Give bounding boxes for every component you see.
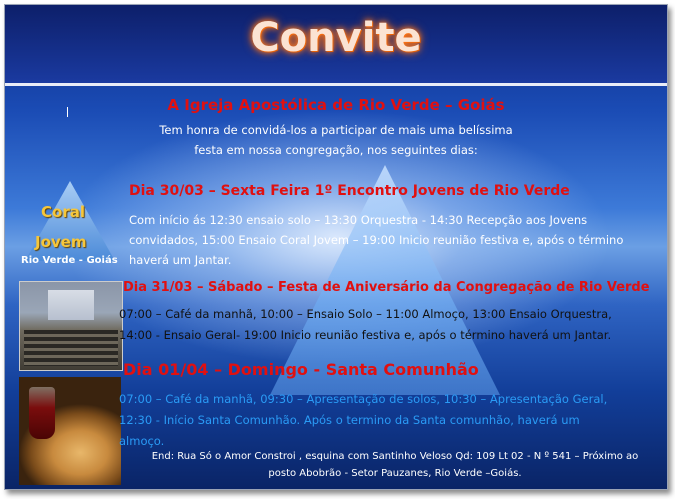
day1-heading: Dia 30/03 – Sexta Feira 1º Encontro Jovens de Rio Verde xyxy=(129,183,570,199)
day2-heading: Dia 31/03 – Sábado – Festa de Aniversário da Congregação de Rio Verde xyxy=(123,280,650,295)
day2-line-2: 14:00 - Ensaio Geral- 19:00 Inicio reunião festiva e, após o término haverá um Jantar. xyxy=(119,328,612,342)
invitation-title: Convite xyxy=(250,15,422,61)
church-hall-photo xyxy=(19,281,123,371)
day1-line-1: Com início ás 12:30 ensaio solo – 13:30 Orquestra - 14:30 Recepção aos Jovens xyxy=(129,213,588,227)
hall-stage xyxy=(48,290,94,320)
day3-line-2: 12:30 - Início Santa Comunhão. Após o termino da Santa comunhão, haverá um xyxy=(119,413,580,427)
day1-line-2: convidados, 15:00 Ensaio Coral Jovem – 19:00 Inicio reunião festiva e, após o término xyxy=(129,233,624,247)
church-name: A Igreja Apostólica de Rio Verde – Goiás xyxy=(167,96,505,114)
day3-heading: Dia 01/04 – Domingo - Santa Comunhão xyxy=(123,360,479,379)
day2-line-1: 07:00 – Café da manhã, 10:00 – Ensaio Solo – 11:00 Almoço, 13:00 Ensaio Orquestra, xyxy=(119,307,612,321)
bread-and-wine-photo xyxy=(19,377,121,485)
address-line-2: posto Abobrão - Setor Pauzanes, Rio Verde –Goiás. xyxy=(268,468,522,479)
hall-seats xyxy=(24,330,118,366)
coral-location: Rio Verde - Goiás xyxy=(21,255,118,266)
day3-line-1: 07:00 – Café da manhã, 09:30 – Apresentação de solos, 10:30 – Apresentação Geral, xyxy=(119,392,608,406)
day3-line-3: almoço. xyxy=(119,434,165,448)
coral-label-line1: Coral xyxy=(41,203,85,221)
day1-line-3: haverá um Jantar. xyxy=(129,253,232,267)
header-divider xyxy=(5,83,667,86)
invitation-card xyxy=(4,4,668,490)
address-line-1: End: Rua Só o Amor Constroi , esquina com Santinho Veloso Qd: 109 Lt 02 - N º 541 – Próximo ao xyxy=(151,451,639,462)
coral-label-line2: Jovem xyxy=(35,233,87,251)
wine-glass xyxy=(29,387,55,439)
intro-line-1: Tem honra de convidá-los a participar de mais uma belíssima xyxy=(159,123,513,137)
intro-line-2: festa em nossa congregação, nos seguintes dias: xyxy=(194,143,478,157)
